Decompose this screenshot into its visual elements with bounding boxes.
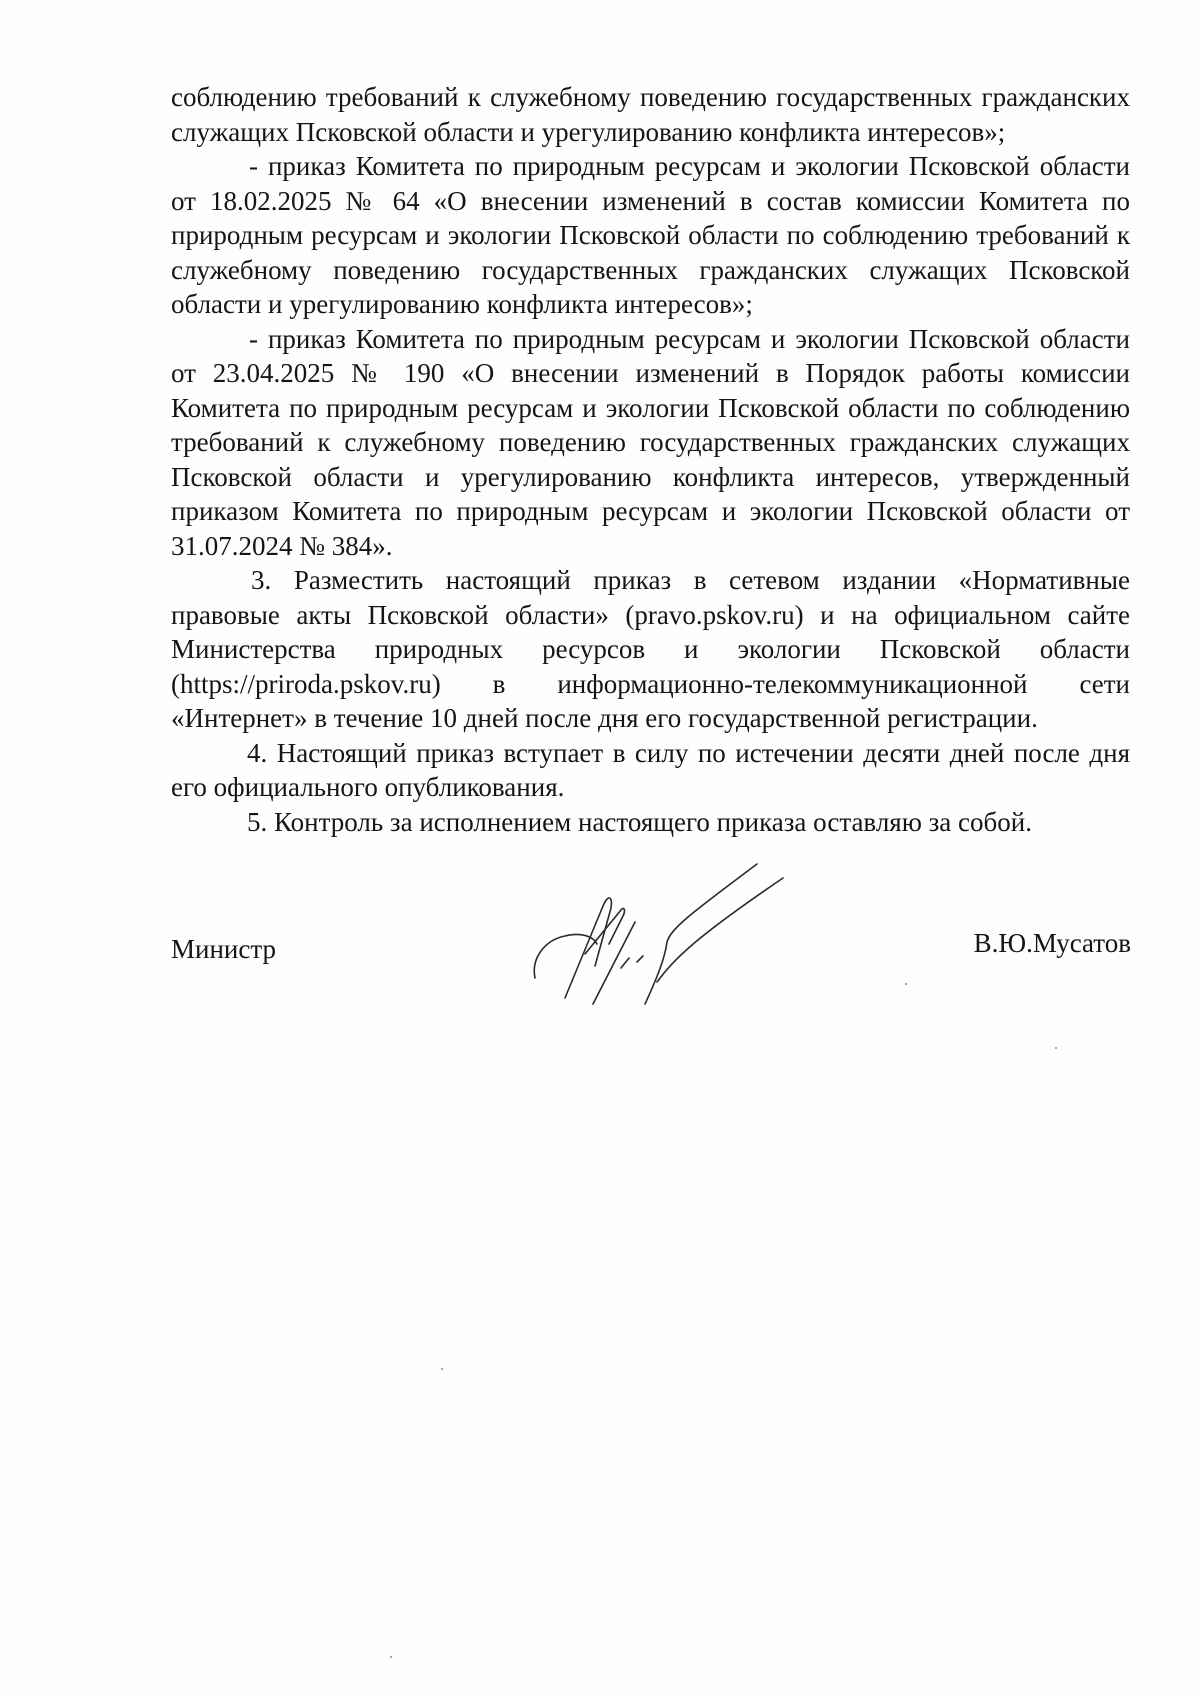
scan-speck [1055, 1047, 1057, 1049]
signature-block [171, 928, 1131, 972]
clause-5-control: 5. Контроль за исполнением настоящего приказа оставляю за собой. [247, 806, 1032, 837]
list-item-order-64: - приказ Комитета по природным ресурсам и экологии Псковской области от 18.02.2025 № 64 «О внесении изменений в состав комиссии Комитета по природным ресурсам и экологии Псковской области по соблюдению требований к служебному поведению государственных гражданских служащих Псковской области и урегулированию конфликта интересов»; [171, 151, 1130, 319]
paragraph-continuation: соблюдению требований к служебному поведению государственных гражданских служащих Псковской области и урегулированию конфликта интересов»; [171, 82, 1130, 147]
signer-name: В.Ю.Мусатов [973, 928, 1131, 958]
clause-3-publication: 3. Разместить настоящий приказ в сетевом издании «Нормативные правовые акты Псковской области» (pravo.pskov.ru) и на официальном сайте Министерства природных ресурсов и экологии Псковской области (https://priroda.pskov.ru) в информационно-телекоммуникационной сети «Интернет» в течение 10 дней после дня его государственной регистрации. [171, 565, 1130, 733]
signer-position: Министр [171, 934, 276, 964]
scan-speck [390, 1656, 392, 1658]
list-item-order-190: - приказ Комитета по природным ресурсам и экологии Псковской области от 23.04.2025 № 190 «О внесении изменений в Порядок работы комиссии Комитета по природным ресурсам и экологии Псковской области по соблюдению требований к служебному поведению государственных гражданских служащих Псковской области и урегулированию конфликта интересов, утвержденный приказом Комитета по природным ресурсам и экологии Псковской области от 31.07.2024 № 384». [171, 323, 1130, 561]
clause-4-effective-date: 4. Настоящий приказ вступает в силу по истечении десяти дней после дня его официального опубликования. [171, 737, 1130, 802]
scan-speck [441, 1368, 443, 1370]
scan-speck [905, 983, 907, 985]
document-body [171, 80, 1130, 839]
